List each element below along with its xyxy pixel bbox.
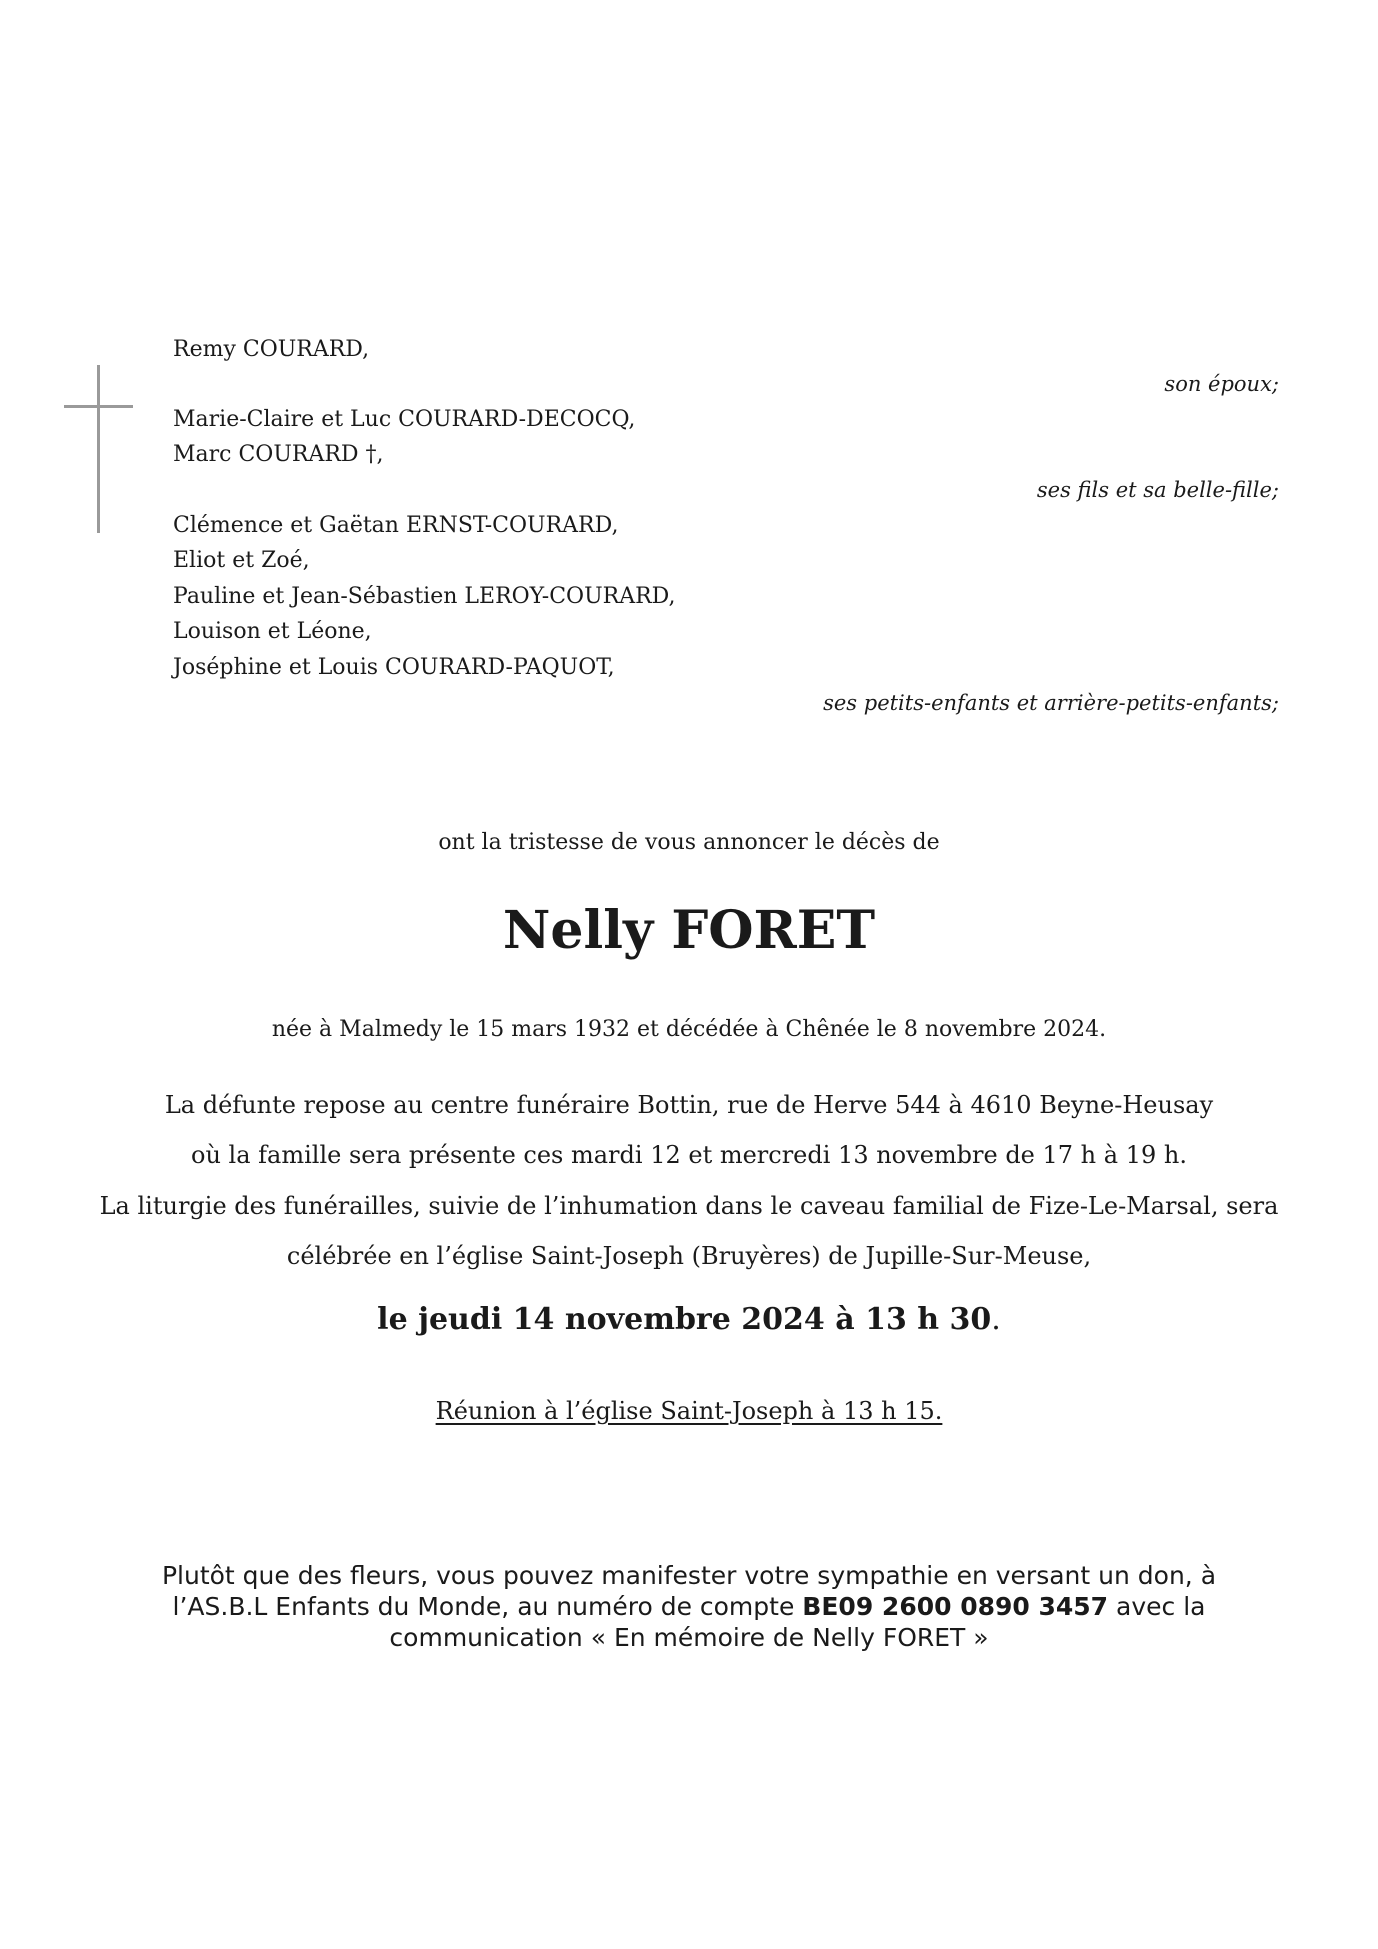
spouse-name: Remy COURARD,: [173, 337, 370, 362]
birth-death-line: née à Malmedy le 15 mars 1932 et décédée à Chênée le 8 novembre 2024.: [271, 1017, 1107, 1042]
details-line: célébrée en l’église Saint-Joseph (Bruyères) de Jupille-Sur-Meuse,: [286, 1242, 1092, 1270]
grandchild-name: Louison et Léone,: [173, 619, 372, 644]
details-line: où la famille sera présente ces mardi 12 et mercredi 13 novembre de 17 h à 19 h.: [191, 1141, 1187, 1169]
grandchild-name: Pauline et Jean-Sébastien LEROY-COURARD,: [173, 584, 676, 609]
account-number: BE09 2600 0890 3457: [802, 1592, 1109, 1621]
details-line: La défunte repose au centre funéraire Bottin, rue de Herve 544 à 4610 Beyne-Heusay: [164, 1091, 1214, 1119]
cross-horizontal-bar: [64, 405, 133, 408]
announcement-intro: ont la tristesse de vous annoncer le décès de: [438, 830, 940, 855]
donation-line-1: Plutôt que des fleurs, vous pouvez manifester votre sympathie en versant un don, à: [161, 1561, 1217, 1590]
ceremony-date: [0, 1302, 1378, 1338]
spouse-role: son époux;: [1164, 372, 1279, 396]
grandchild-name: Eliot et Zoé,: [173, 548, 310, 573]
child-name: Marie-Claire et Luc COURARD-DECOCQ,: [173, 407, 636, 432]
cross-vertical-bar: [97, 365, 100, 533]
meeting-text: Réunion à l’église Saint-Joseph à 13 h 15.: [435, 1397, 943, 1425]
ceremony-date-text: le jeudi 14 novembre 2024 à 13 h 30: [377, 1302, 992, 1337]
grandchild-name: Clémence et Gaëtan ERNST-COURARD,: [173, 513, 619, 538]
meeting-line: [0, 1397, 1378, 1425]
ceremony-date-period: .: [991, 1302, 1001, 1337]
deceased-name: Nelly FORET: [502, 900, 876, 961]
donation-line-2-post: avec la: [1108, 1592, 1206, 1621]
details-line: La liturgie des funérailles, suivie de l’inhumation dans le caveau familial de Fize-Le-Marsal, sera: [99, 1192, 1279, 1220]
donation-line-3: communication « En mémoire de Nelly FORET »: [389, 1623, 989, 1652]
child-name: Marc COURARD †,: [173, 442, 384, 467]
children-role: ses fils et sa belle-fille;: [1036, 478, 1279, 502]
grandchild-name: Joséphine et Louis COURARD-PAQUOT,: [173, 655, 615, 680]
grandchildren-role: ses petits-enfants et arrière-petits-enfants;: [823, 691, 1279, 715]
donation-line-2: [0, 1591, 1378, 1622]
donation-block: [0, 1560, 1378, 1653]
donation-line-2-pre: l’AS.B.L Enfants du Monde, au numéro de compte: [172, 1592, 803, 1621]
